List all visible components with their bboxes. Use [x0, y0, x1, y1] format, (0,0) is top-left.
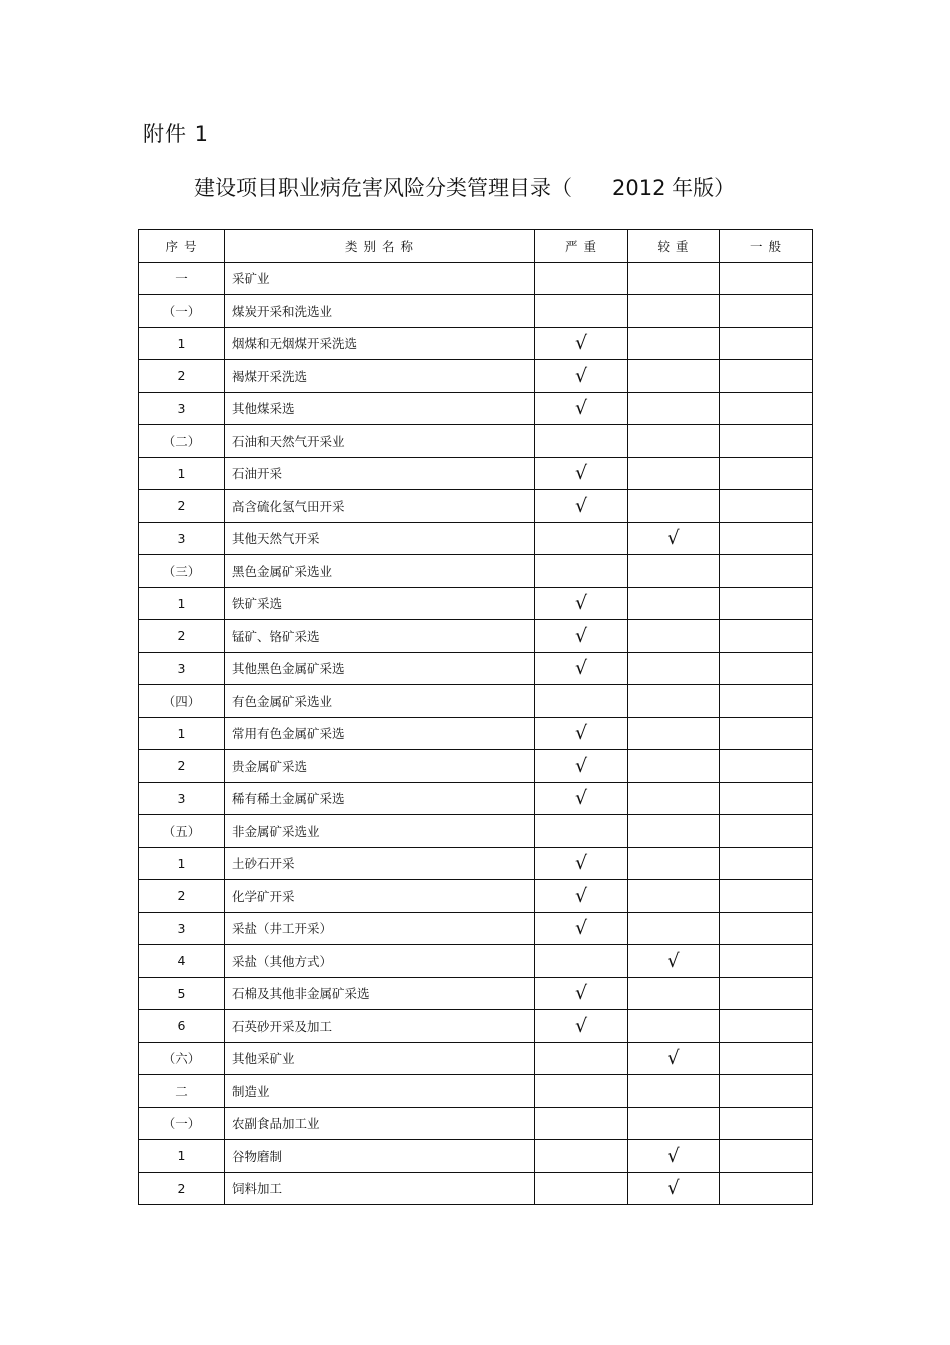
- row-severe-cell: [535, 717, 628, 750]
- row-severe-cell: [535, 750, 628, 783]
- row-moderate-cell: [628, 977, 720, 1010]
- row-moderate-cell: [628, 847, 720, 880]
- check-mark-icon: √: [574, 852, 588, 875]
- row-severe-cell: [535, 490, 628, 523]
- row-severe-cell: [535, 457, 628, 490]
- row-general-cell: [720, 327, 813, 360]
- row-number: 4: [139, 945, 225, 978]
- table-row: [139, 847, 813, 880]
- check-mark-icon: √: [667, 949, 680, 972]
- row-moderate-cell: [628, 815, 720, 848]
- row-severe-cell: [535, 327, 628, 360]
- table-row: [139, 685, 813, 718]
- row-severe-cell: [535, 1042, 628, 1075]
- row-category-name: 常用有色金属矿采选: [225, 717, 535, 750]
- row-moderate-cell: [628, 717, 720, 750]
- row-general-cell: [720, 977, 813, 1010]
- header-category: 类 别 名 称: [225, 230, 535, 263]
- header-moderate: 较 重: [628, 230, 720, 263]
- table-row: [139, 425, 813, 458]
- attachment-label: 附件 1: [143, 122, 210, 146]
- table-row: [139, 880, 813, 913]
- table-row: [139, 1172, 813, 1205]
- row-category-name: 煤炭开采和洗选业: [225, 295, 535, 328]
- row-general-cell: [720, 1010, 813, 1043]
- row-general-cell: [720, 360, 813, 393]
- table-row: [139, 522, 813, 555]
- row-moderate-cell: [628, 912, 720, 945]
- check-mark-icon: √: [574, 722, 588, 745]
- row-number: （一）: [139, 1107, 225, 1140]
- check-mark-icon: √: [574, 917, 588, 940]
- row-general-cell: [720, 295, 813, 328]
- row-moderate-cell: [628, 1107, 720, 1140]
- row-general-cell: [720, 457, 813, 490]
- row-category-name: 有色金属矿采选业: [225, 685, 535, 718]
- row-general-cell: [720, 912, 813, 945]
- row-number: 1: [139, 847, 225, 880]
- check-mark-icon: √: [574, 982, 588, 1005]
- row-category-name: 石英砂开采及加工: [225, 1010, 535, 1043]
- row-moderate-cell: [628, 1042, 720, 1075]
- row-moderate-cell: [628, 457, 720, 490]
- row-general-cell: [720, 392, 813, 425]
- table-row: [139, 717, 813, 750]
- row-moderate-cell: [628, 620, 720, 653]
- row-severe-cell: [535, 295, 628, 328]
- row-category-name: 锰矿、铬矿采选: [225, 620, 535, 653]
- row-number: 3: [139, 652, 225, 685]
- row-moderate-cell: [628, 522, 720, 555]
- row-general-cell: [720, 717, 813, 750]
- row-number: 二: [139, 1075, 225, 1108]
- row-number: 2: [139, 880, 225, 913]
- row-general-cell: [720, 1140, 813, 1173]
- row-moderate-cell: [628, 262, 720, 295]
- row-number: （六）: [139, 1042, 225, 1075]
- row-category-name: 褐煤开采洗选: [225, 360, 535, 393]
- row-category-name: 饲料加工: [225, 1172, 535, 1205]
- row-number: 1: [139, 1140, 225, 1173]
- check-mark-icon: √: [574, 332, 588, 355]
- row-severe-cell: [535, 262, 628, 295]
- table-row: [139, 620, 813, 653]
- check-mark-icon: √: [574, 754, 588, 777]
- row-general-cell: [720, 587, 813, 620]
- row-category-name: 制造业: [225, 1075, 535, 1108]
- row-category-name: 烟煤和无烟煤开采洗选: [225, 327, 535, 360]
- check-mark-icon: √: [667, 1177, 680, 1200]
- row-severe-cell: [535, 425, 628, 458]
- row-category-name: 其他天然气开采: [225, 522, 535, 555]
- row-number: 3: [139, 522, 225, 555]
- check-mark-icon: √: [574, 787, 588, 810]
- row-general-cell: [720, 685, 813, 718]
- row-moderate-cell: [628, 782, 720, 815]
- row-moderate-cell: [628, 360, 720, 393]
- row-severe-cell: [535, 977, 628, 1010]
- table-row: [139, 1010, 813, 1043]
- row-severe-cell: [535, 847, 628, 880]
- check-mark-icon: √: [574, 592, 588, 615]
- row-general-cell: [720, 522, 813, 555]
- table-row: [139, 1042, 813, 1075]
- row-severe-cell: [535, 880, 628, 913]
- table-row: [139, 360, 813, 393]
- table-row: [139, 392, 813, 425]
- row-number: 5: [139, 977, 225, 1010]
- row-category-name: 采盐（井工开采）: [225, 912, 535, 945]
- check-mark-icon: √: [574, 364, 588, 387]
- row-general-cell: [720, 750, 813, 783]
- row-category-name: 其他煤采选: [225, 392, 535, 425]
- row-moderate-cell: [628, 295, 720, 328]
- row-severe-cell: [535, 912, 628, 945]
- row-general-cell: [720, 425, 813, 458]
- row-category-name: 农副食品加工业: [225, 1107, 535, 1140]
- row-number: （二）: [139, 425, 225, 458]
- row-general-cell: [720, 815, 813, 848]
- row-category-name: 土砂石开采: [225, 847, 535, 880]
- table-row: [139, 782, 813, 815]
- row-number: （四）: [139, 685, 225, 718]
- row-severe-cell: [535, 1075, 628, 1108]
- row-moderate-cell: [628, 750, 720, 783]
- row-general-cell: [720, 1172, 813, 1205]
- row-number: （五）: [139, 815, 225, 848]
- row-category-name: 石油和天然气开采业: [225, 425, 535, 458]
- row-severe-cell: [535, 1172, 628, 1205]
- check-mark-icon: √: [574, 1014, 588, 1037]
- row-severe-cell: [535, 392, 628, 425]
- check-mark-icon: √: [574, 397, 588, 420]
- check-mark-icon: √: [574, 657, 588, 680]
- table-row: [139, 815, 813, 848]
- table-row: [139, 587, 813, 620]
- row-severe-cell: [535, 945, 628, 978]
- row-severe-cell: [535, 652, 628, 685]
- row-severe-cell: [535, 587, 628, 620]
- table-row: [139, 977, 813, 1010]
- header-no: 序 号: [139, 230, 225, 263]
- row-general-cell: [720, 490, 813, 523]
- row-severe-cell: [535, 555, 628, 588]
- row-number: （一）: [139, 295, 225, 328]
- row-number: 1: [139, 327, 225, 360]
- row-general-cell: [720, 782, 813, 815]
- table-row: [139, 750, 813, 783]
- row-number: 2: [139, 750, 225, 783]
- table-row: [139, 1140, 813, 1173]
- check-mark-icon: √: [574, 494, 588, 517]
- row-moderate-cell: [628, 652, 720, 685]
- row-general-cell: [720, 555, 813, 588]
- row-category-name: 化学矿开采: [225, 880, 535, 913]
- row-number: 3: [139, 392, 225, 425]
- catalog-body: [139, 230, 813, 1205]
- table-row: [139, 457, 813, 490]
- row-category-name: 非金属矿采选业: [225, 815, 535, 848]
- table-row: [139, 1075, 813, 1108]
- row-moderate-cell: [628, 425, 720, 458]
- check-mark-icon: √: [667, 1047, 680, 1070]
- row-number: 一: [139, 262, 225, 295]
- row-general-cell: [720, 620, 813, 653]
- document-title: 建设项目职业病危害风险分类管理目录（ 2012 年版）: [194, 176, 736, 200]
- table-row: [139, 652, 813, 685]
- risk-catalog-table: [138, 229, 813, 1205]
- row-severe-cell: [535, 782, 628, 815]
- table-row: [139, 912, 813, 945]
- row-general-cell: [720, 847, 813, 880]
- header-severe: 严 重: [535, 230, 628, 263]
- row-number: 2: [139, 620, 225, 653]
- row-category-name: 黑色金属矿采选业: [225, 555, 535, 588]
- table-row: [139, 945, 813, 978]
- check-mark-icon: √: [574, 462, 588, 485]
- row-category-name: 高含硫化氢气田开采: [225, 490, 535, 523]
- row-category-name: 石油开采: [225, 457, 535, 490]
- row-number: 3: [139, 912, 225, 945]
- row-number: 1: [139, 717, 225, 750]
- row-category-name: 稀有稀土金属矿采选: [225, 782, 535, 815]
- check-mark-icon: √: [574, 884, 588, 907]
- table-row: [139, 555, 813, 588]
- row-number: 1: [139, 587, 225, 620]
- row-moderate-cell: [628, 555, 720, 588]
- row-category-name: 采矿业: [225, 262, 535, 295]
- row-severe-cell: [535, 360, 628, 393]
- row-category-name: 铁矿采选: [225, 587, 535, 620]
- row-category-name: 石棉及其他非金属矿采选: [225, 977, 535, 1010]
- row-moderate-cell: [628, 587, 720, 620]
- table-row: [139, 327, 813, 360]
- row-category-name: 其他黑色金属矿采选: [225, 652, 535, 685]
- row-number: 2: [139, 360, 225, 393]
- row-severe-cell: [535, 1010, 628, 1043]
- row-moderate-cell: [628, 1075, 720, 1108]
- row-general-cell: [720, 945, 813, 978]
- check-mark-icon: √: [667, 1144, 680, 1167]
- table-row: [139, 262, 813, 295]
- row-severe-cell: [535, 685, 628, 718]
- row-severe-cell: [535, 1140, 628, 1173]
- row-general-cell: [720, 1075, 813, 1108]
- row-number: 1: [139, 457, 225, 490]
- row-moderate-cell: [628, 1172, 720, 1205]
- table-row: [139, 490, 813, 523]
- row-severe-cell: [535, 815, 628, 848]
- row-category-name: 采盐（其他方式）: [225, 945, 535, 978]
- row-severe-cell: [535, 522, 628, 555]
- header-general: 一 般: [720, 230, 813, 263]
- row-general-cell: [720, 262, 813, 295]
- row-severe-cell: [535, 1107, 628, 1140]
- row-moderate-cell: [628, 327, 720, 360]
- row-general-cell: [720, 1107, 813, 1140]
- check-mark-icon: √: [667, 527, 680, 550]
- row-moderate-cell: [628, 685, 720, 718]
- row-general-cell: [720, 1042, 813, 1075]
- row-general-cell: [720, 652, 813, 685]
- row-moderate-cell: [628, 945, 720, 978]
- table-row: [139, 1107, 813, 1140]
- table-header-row: [139, 230, 813, 263]
- row-number: （三）: [139, 555, 225, 588]
- row-number: 6: [139, 1010, 225, 1043]
- row-severe-cell: [535, 620, 628, 653]
- row-number: 2: [139, 490, 225, 523]
- row-category-name: 贵金属矿采选: [225, 750, 535, 783]
- check-mark-icon: √: [574, 624, 588, 647]
- row-number: 2: [139, 1172, 225, 1205]
- row-moderate-cell: [628, 1140, 720, 1173]
- row-category-name: 谷物磨制: [225, 1140, 535, 1173]
- row-number: 3: [139, 782, 225, 815]
- row-moderate-cell: [628, 880, 720, 913]
- row-moderate-cell: [628, 392, 720, 425]
- row-moderate-cell: [628, 1010, 720, 1043]
- table-row: [139, 295, 813, 328]
- row-moderate-cell: [628, 490, 720, 523]
- row-category-name: 其他采矿业: [225, 1042, 535, 1075]
- row-general-cell: [720, 880, 813, 913]
